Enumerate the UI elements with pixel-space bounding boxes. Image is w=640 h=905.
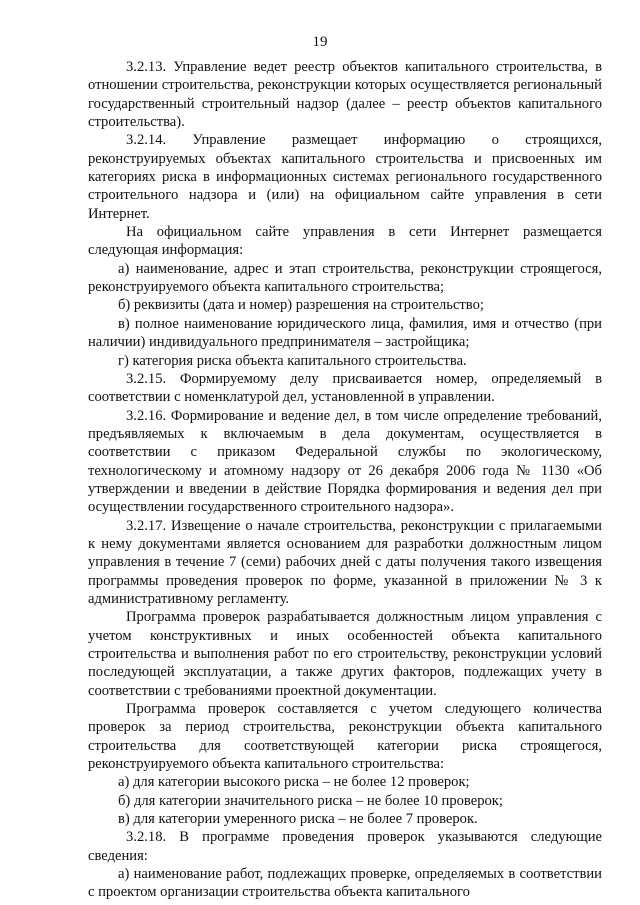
list-item-g: г) категория риска объекта капитального строительства. [118, 352, 467, 369]
page-number: 19 [312, 34, 328, 50]
document-body [88, 58, 602, 902]
paragraph-program-development: Программа проверок разрабатывается должностным лицом управления с учетом конструктивных и иных особенностей объекта капитального строительства и выполнения работ по его строительству, реконструкции условий последующей эксплуатации, а также других факторов, подлежащих учету в соответствии с требованиями проектной документации. [88, 609, 602, 699]
paragraph-3-2-15: 3.2.15. Формируемому делу присваивается номер, определяемый в соответствии с номенклатурой дел, установленной в управлении. [88, 370, 602, 406]
list-item-v: в) полное наименование юридического лица, фамилия, имя и отчество (при наличии) индивидуального предпринимателя – застройщика; [88, 315, 602, 351]
list-item-b: б) реквизиты (дата и номер) разрешения на строительство; [118, 297, 484, 314]
list-item-a: а) наименование, адрес и этап строительства, реконструкции строящегося, реконструируемого объекта капитального строительства; [88, 260, 602, 296]
paragraph-3-2-17: 3.2.17. Извещение о начале строительства, реконструкции с прилагаемыми к нему документами является основанием для разработки должностным лицом управления в течение 7 (семи) рабочих дней с даты получения такого извещения программы проведения проверок по форме, указанной в приложении № 3 к административному регламенту. [88, 517, 602, 607]
paragraph-website-info-intro: На официальном сайте управления в сети Интернет размещается следующая информация: [88, 224, 602, 259]
paragraph-3-2-14: 3.2.14. Управление размещает информацию о строящихся, реконструируемых объектах капитального строительства и присвоенных им категориях риска в информационных системах регионального государственного строительного надзора и (или) на официальном сайте управления в сети Интернет. [88, 132, 602, 222]
paragraph-3-2-13: 3.2.13. Управление ведет реестр объектов капитального строительства, в отношении строительства, реконструкции которых осуществляется региональный государственный строительный надзор (далее – реестр объектов капитального строительства). [88, 59, 602, 131]
paragraph-3-2-18: 3.2.18. В программе проведения проверок указываются следующие сведения: [88, 829, 602, 864]
paragraph-program-composition: Программа проверок составляется с учетом следующего количества проверок за период строительства, реконструкции объекта капитального строительства для соответствующей категории риска строящегося, реконструируемого объекта капитального строительства: [88, 701, 602, 773]
paragraph-3-2-16: 3.2.16. Формирование и ведение дел, в том числе определение требований, предъявляемых к включаемым в дела документам, осуществляется в соответствии с приказом Федеральной службы по экологическому, технологическому и атомному надзору от 26 декабря 2006 года № 1130 «Об утверждении и введении в действие Порядка формирования и ведения дел при осуществлении государственного строительного надзора». [88, 407, 602, 516]
list-item-a-works: а) наименование работ, подлежащих проверке, определяемых в соответствии с проектом организации строительства объекта капитального [88, 866, 602, 901]
risk-item-moderate: в) для категории умеренного риска – не более 7 проверок. [118, 811, 478, 828]
risk-item-significant: б) для категории значительного риска – не более 10 проверок; [118, 792, 503, 809]
risk-item-high: а) для категории высокого риска – не более 12 проверок; [118, 774, 470, 791]
